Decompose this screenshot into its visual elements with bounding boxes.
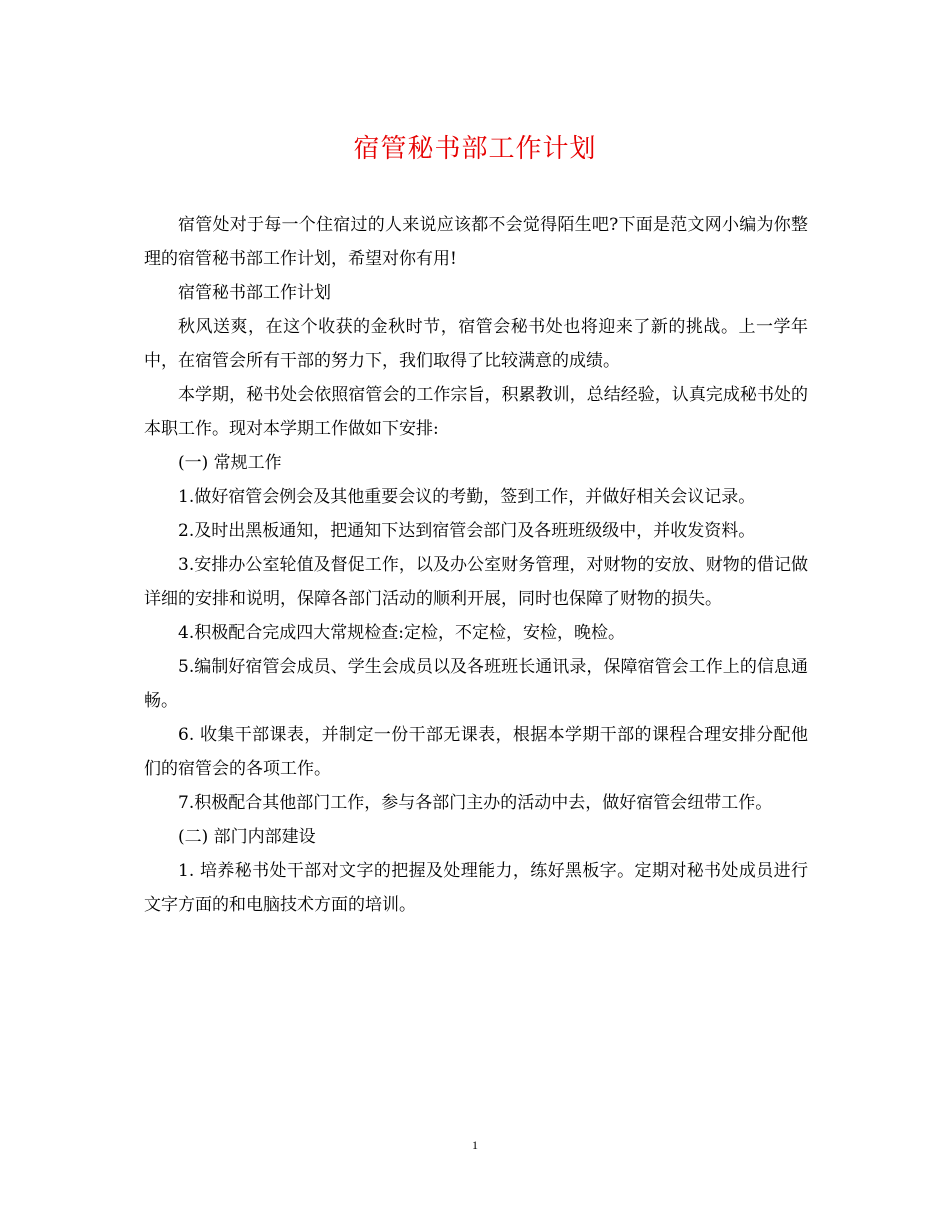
document-body xyxy=(144,208,808,922)
list-item: 6. 收集干部课表，并制定一份干部无课表，根据本学期干部的课程合理安排分配他们的宿管会的各项工作。 xyxy=(144,725,808,779)
paragraph-intro: 宿管处对于每一个住宿过的人来说应该都不会觉得陌生吧?下面是范文网小编为你整理的宿管秘书部工作计划，希望对你有用! xyxy=(144,215,808,269)
page-number: 1 xyxy=(472,1138,478,1152)
document-title: 宿管秘书部工作计划 xyxy=(353,134,597,164)
list-item: 7.积极配合其他部门工作，参与各部门主办的活动中去，做好宿管会纽带工作。 xyxy=(178,793,773,813)
paragraph: 秋风送爽，在这个收获的金秋时节，宿管会秘书处也将迎来了新的挑战。上一学年中，在宿管会所有干部的努力下，我们取得了比较满意的成绩。 xyxy=(144,317,808,371)
section-heading-routine: (一) 常规工作 xyxy=(178,453,282,473)
list-item: 3.安排办公室轮值及督促工作，以及办公室财务管理，对财物的安放、财物的借记做详细的安排和说明，保障各部门活动的顺利开展，同时也保障了财物的损失。 xyxy=(144,555,808,609)
list-item: 1.做好宿管会例会及其他重要会议的考勤，签到工作，并做好相关会议记录。 xyxy=(178,487,756,507)
section-heading-internal: (二) 部门内部建设 xyxy=(178,827,316,847)
list-item: 2.及时出黑板通知，把通知下达到宿管会部门及各班班级级中，并收发资料。 xyxy=(178,521,756,541)
list-item: 5.编制好宿管会成员、学生会成员以及各班班长通讯录，保障宿管会工作上的信息通畅。 xyxy=(144,657,808,711)
paragraph: 本学期，秘书处会依照宿管会的工作宗旨，积累教训，总结经验，认真完成秘书处的本职工作。现对本学期工作做如下安排: xyxy=(144,385,808,439)
paragraph-heading: 宿管秘书部工作计划 xyxy=(178,283,331,303)
list-item: 1. 培养秘书处干部对文字的把握及处理能力，练好黑板字。定期对秘书处成员进行文字方面的和电脑技术方面的培训。 xyxy=(144,861,808,915)
list-item: 4.积极配合完成四大常规检查:定检，不定检，安检，晚检。 xyxy=(178,623,625,643)
